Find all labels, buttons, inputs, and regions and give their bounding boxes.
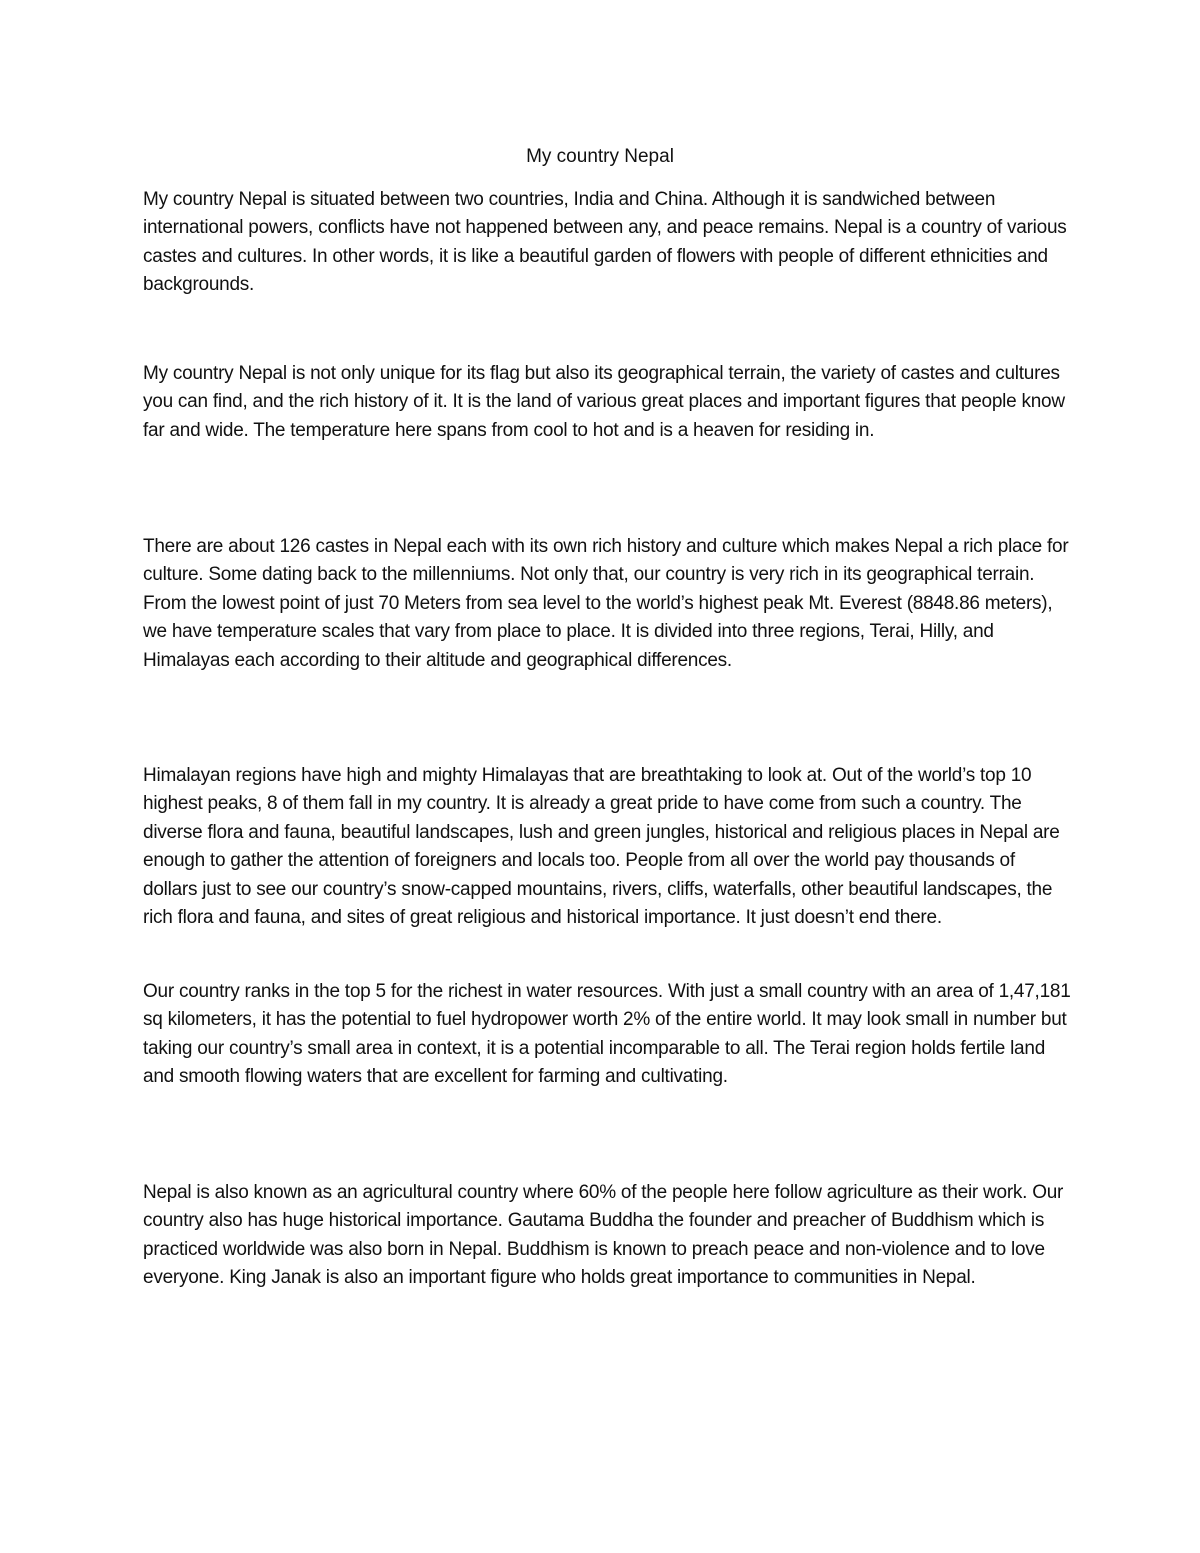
paragraph-5: Our country ranks in the top 5 for the richest in water resources. With just a small country with an area of 1,47,181 sq kilometers, it has the potential to fuel hydropower worth 2% of the entire world. It may look small in number but taking our country’s small area in context, it is a potential incomparable to all. The Terai region holds fertile land and smooth flowing waters that are excellent for farming and cultivating. [143, 981, 1071, 1088]
paragraph-6: Nepal is also known as an agricultural country where 60% of the people here follow agriculture as their work. Our country also has huge historical importance. Gautama Buddha the founder and preacher of Buddhism which is practiced worldwide was also born in Nepal. Buddhism is known to preach peace and non-violence and to love everyone. King Janak is also an important figure who holds great importance to communities in Nepal. [143, 1182, 1064, 1289]
paragraph-1: My country Nepal is situated between two countries, India and China. Although it is sandwiched between international powers, conflicts have not happened between any, and peace remains. Nepal is a country of various castes and cultures. In other words, it is like a beautiful garden of flowers with people of different ethnicities and backgrounds. [143, 189, 1067, 296]
document-title: My country Nepal [526, 146, 674, 167]
paragraph-3: There are about 126 castes in Nepal each with its own rich history and culture which makes Nepal a rich place for culture. Some dating back to the millenniums. Not only that, our country is very rich in its geographical terrain. From the lowest point of just 70 Meters from sea level to the world’s highest peak Mt. Everest (8848.86 meters), we have temperature scales that vary from place to place. It is divided into three regions, Terai, Hilly, and Himalayas each according to their altitude and geographical differences. [143, 536, 1069, 671]
paragraph-2: My country Nepal is not only unique for its flag but also its geographical terrain, the variety of castes and cultures you can find, and the rich history of it. It is the land of various great places and important figures that people know far and wide. The temperature here spans from cool to hot and is a heaven for residing in. [143, 363, 1065, 441]
paragraph-4: Himalayan regions have high and mighty Himalayas that are breathtaking to look at. Out of the world’s top 10 highest peaks, 8 of them fall in my country. It is already a great pride to have come from such a country. The diverse flora and fauna, beautiful landscapes, lush and green jungles, historical and religious places in Nepal are enough to gather the attention of foreigners and locals too. People from all over the world pay thousands of dollars just to see our country’s snow-capped mountains, rivers, cliffs, waterfalls, other beautiful landscapes, the rich flora and fauna, and sites of great religious and historical importance. It just doesn’t end there. [143, 765, 1060, 929]
